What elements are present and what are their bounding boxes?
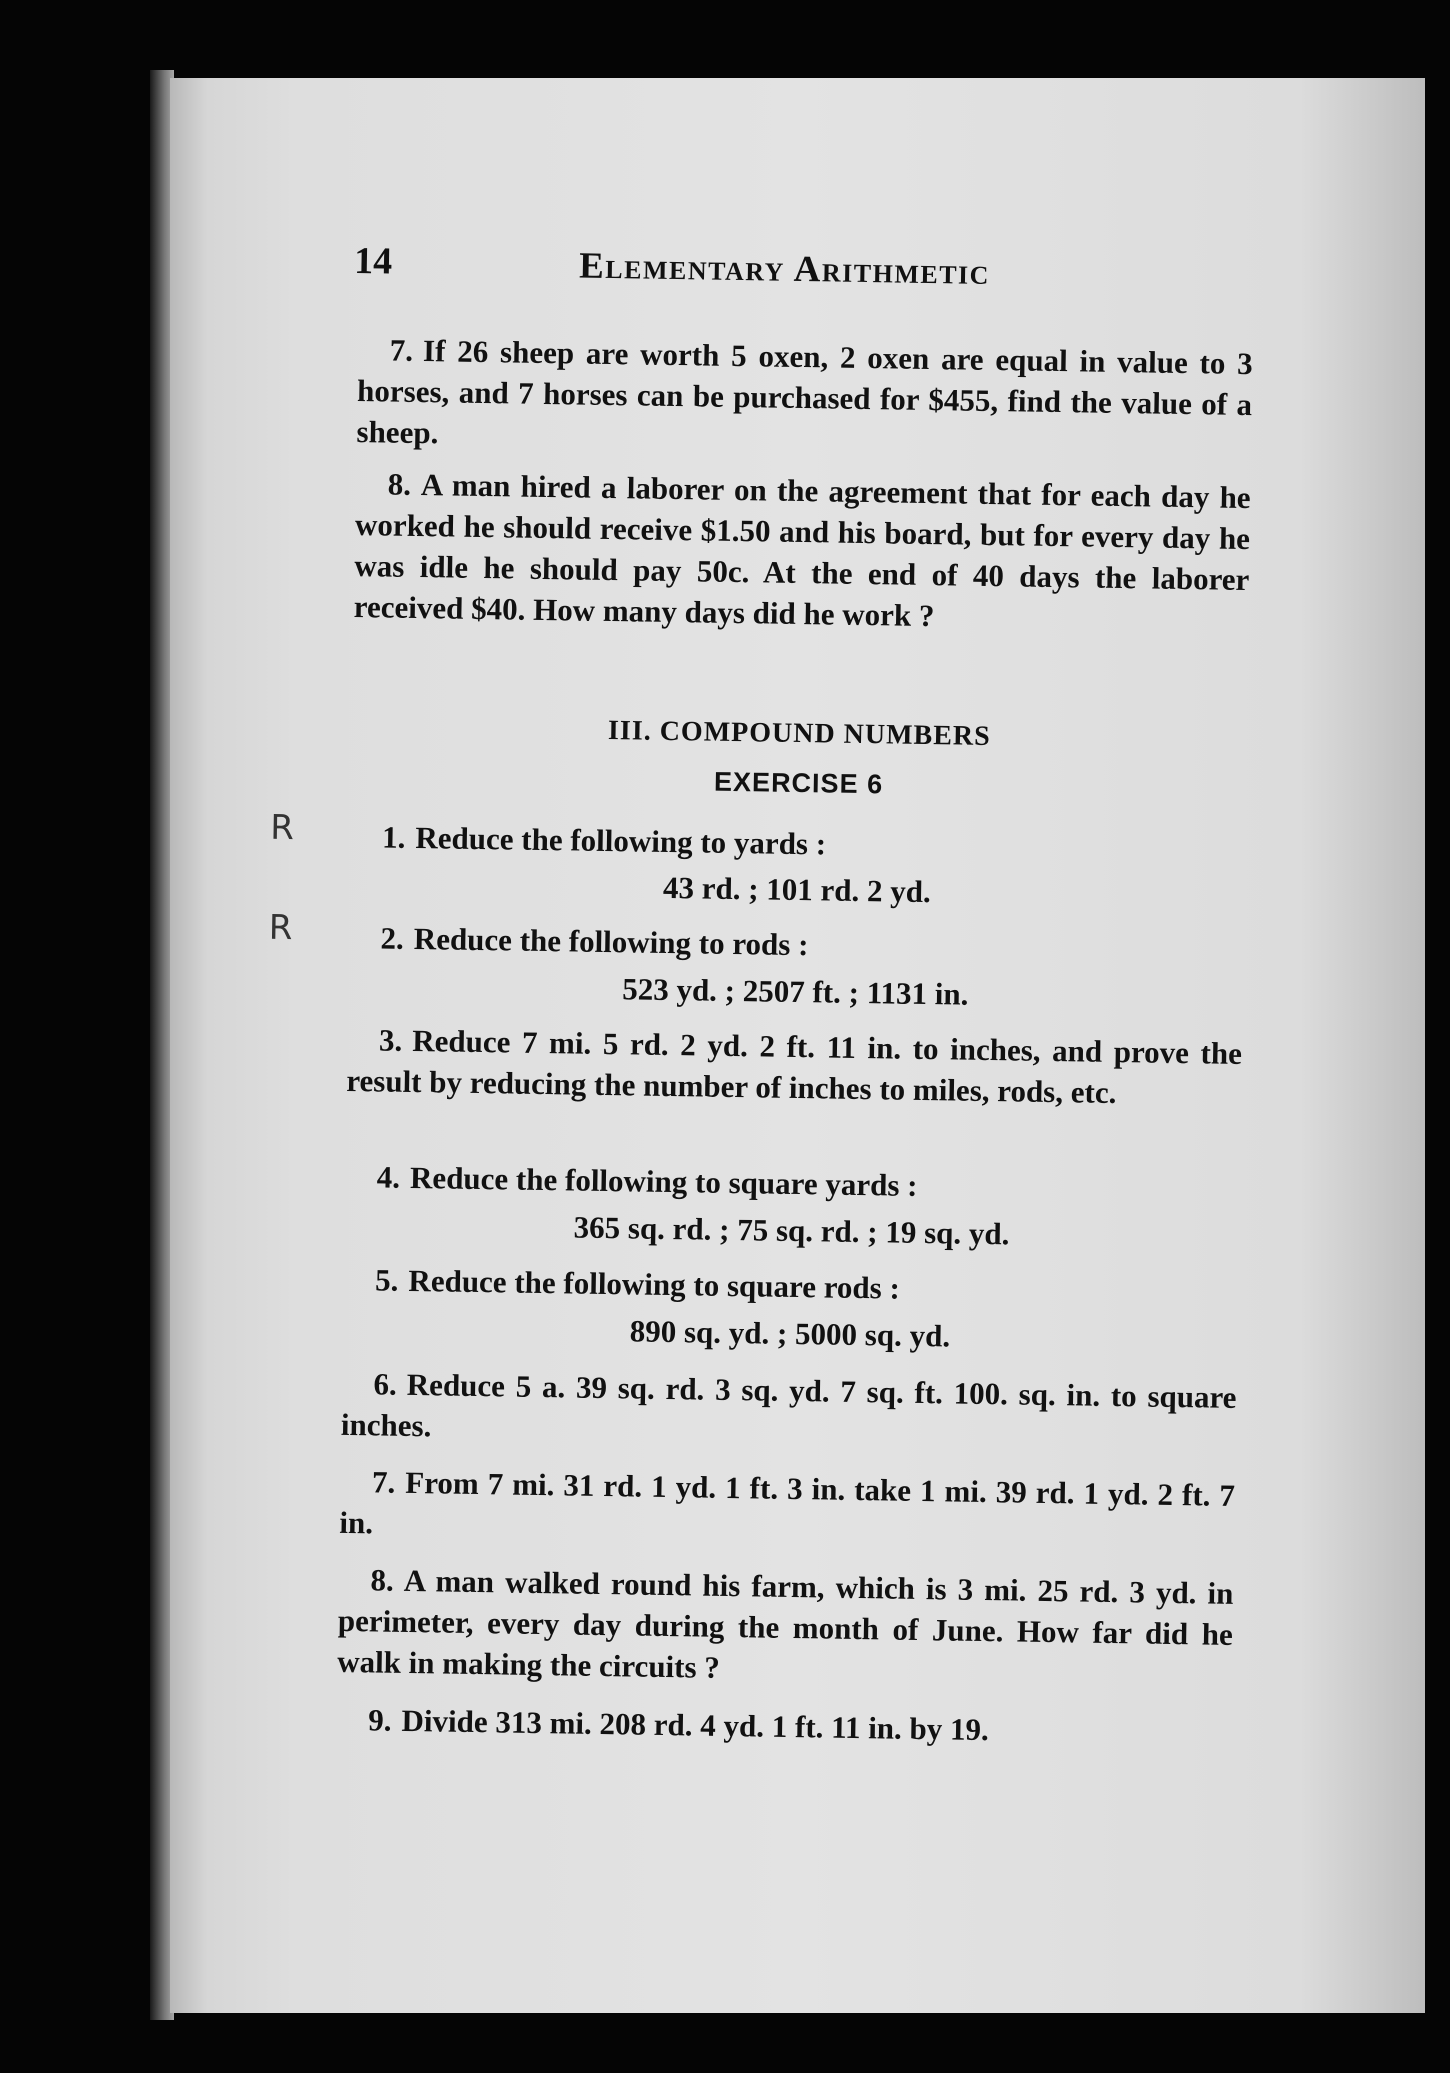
scanned-page xyxy=(170,78,1425,2013)
page-number: 14 xyxy=(353,239,393,283)
running-head: Elementary Arithmetic xyxy=(578,245,991,293)
exercise-number: 2. xyxy=(380,920,405,956)
exercise-text: A man walked round his farm, which is 3 mi. 25 rd. 3 yd. in perimeter, every day during the month of June. How far did he walk in making the circuits ? xyxy=(336,1562,1234,1685)
exercise-number: 4. xyxy=(376,1159,401,1195)
problem-8 xyxy=(353,463,1250,641)
exercise-6 xyxy=(341,1363,1237,1459)
margin-pencil-mark: R xyxy=(270,807,295,849)
exercise-number: 7. xyxy=(371,1464,396,1500)
exercise-number: 5. xyxy=(374,1262,399,1298)
problem-number: 8. xyxy=(387,466,412,502)
exercise-1-values: 43 rd. ; 101 rd. 2 yd. xyxy=(662,869,932,910)
exercise-2 xyxy=(348,917,1244,972)
exercise-9 xyxy=(336,1699,1232,1754)
exercise-number: 1. xyxy=(381,819,406,855)
problem-7 xyxy=(356,329,1253,466)
exercise-title: EXERCISE 6 xyxy=(713,766,884,800)
exercise-number: 3. xyxy=(378,1022,403,1058)
exercise-text: Reduce the following to yards : xyxy=(415,819,827,862)
exercise-text: Divide 313 mi. 208 rd. 4 yd. 1 ft. 11 in. by 19. xyxy=(401,1702,990,1748)
exercise-3 xyxy=(346,1019,1242,1115)
exercise-4-values: 365 sq. rd. ; 75 sq. rd. ; 19 sq. yd. xyxy=(573,1209,1010,1252)
exercise-text: Reduce the following to square rods : xyxy=(408,1262,901,1306)
page-content xyxy=(170,78,1425,2013)
exercise-4 xyxy=(345,1156,1241,1211)
page-header xyxy=(354,239,1095,311)
exercise-text: Reduce 5 a. 39 sq. rd. 3 sq. yd. 7 sq. ft. 100. sq. in. to square inches. xyxy=(340,1366,1237,1444)
problem-number: 7. xyxy=(389,332,414,368)
exercise-1 xyxy=(350,816,1246,871)
exercise-number: 8. xyxy=(370,1562,395,1598)
margin-pencil-mark: R xyxy=(268,907,293,949)
exercise-5-values: 890 sq. yd. ; 5000 sq. yd. xyxy=(629,1313,951,1354)
exercise-number: 9. xyxy=(368,1702,392,1738)
exercise-2-values: 523 yd. ; 2507 ft. ; 1131 in. xyxy=(621,971,969,1012)
section-title: III. COMPOUND NUMBERS xyxy=(607,715,991,753)
exercise-text: Reduce the following to square yards : xyxy=(409,1159,918,1203)
exercise-7 xyxy=(339,1461,1235,1557)
exercise-text: Reduce 7 mi. 5 rd. 2 yd. 2 ft. 11 in. to inches, and prove the result by reducing the number of inches to miles, rods, etc. xyxy=(346,1022,1243,1111)
exercise-text: Reduce the following to rods : xyxy=(413,920,809,963)
exercise-5 xyxy=(343,1259,1239,1314)
problem-text: A man hired a laborer on the agreement that for each day he worked he should receive $1.50 and his board, but for every day he was idle he should pay 50c. At the end of 40 days the laborer received $40. How many days did he work ? xyxy=(353,467,1251,634)
exercise-number: 6. xyxy=(373,1366,398,1402)
exercise-8 xyxy=(337,1559,1234,1696)
exercise-text: From 7 mi. 31 rd. 1 yd. 1 ft. 3 in. take 1 mi. 39 rd. 1 yd. 2 ft. 7 in. xyxy=(339,1464,1236,1541)
problem-text: If 26 sheep are worth 5 oxen, 2 oxen are equal in value to 3 horses, and 7 horses can be purchased for $455, find the value of a sheep. xyxy=(356,333,1254,451)
